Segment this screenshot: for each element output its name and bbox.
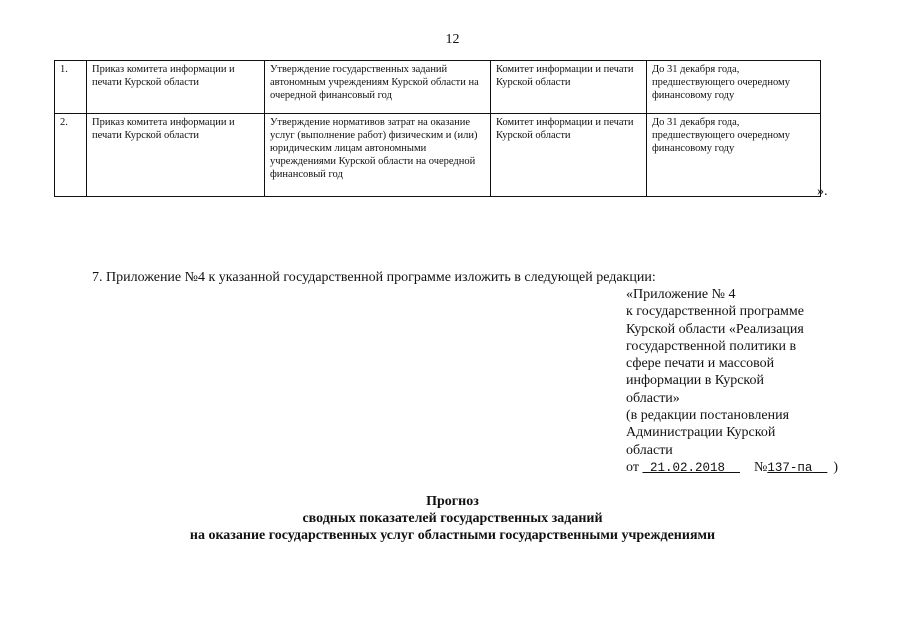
heading-title: Прогноз — [426, 494, 479, 509]
document-type-cell: Приказ комитета информации и печати Курской области — [87, 61, 265, 114]
appendix-line: государственной политики в — [626, 338, 797, 354]
document-name-cell: Утверждение государственных заданий автономным учреждениям Курской области на очередной финансовый год — [265, 61, 491, 114]
document-type-cell: Приказ комитета информации и печати Курской области — [87, 114, 265, 197]
appendix-line: Курской области «Реализация — [626, 321, 804, 337]
row-number: 1. — [55, 61, 87, 114]
table-row — [55, 61, 821, 114]
table-row — [55, 114, 821, 197]
appendix-header-block — [626, 286, 846, 477]
responsible-cell: Комитет информации и печати Курской области — [491, 61, 647, 114]
appendix-line: Администрации Курской — [626, 425, 776, 441]
appendix-line: сфере печати и массовой — [626, 356, 775, 372]
appendix-line: (в редакции постановления — [626, 408, 790, 424]
responsible-cell: Комитет информации и печати Курской области — [491, 114, 647, 197]
appendix-line: к государственной программе — [626, 304, 804, 320]
number-prefix: № — [753, 459, 768, 475]
appendix-line: области» — [626, 390, 680, 406]
heading-subtitle-2: на оказание государственных услуг областными государственными учреждениями — [189, 528, 716, 543]
page-number: 12 — [445, 32, 460, 47]
edition-date: 21.02.2018 — [649, 460, 725, 475]
row-number: 2. — [55, 114, 87, 197]
close-paren: ) — [833, 459, 839, 475]
measures-table — [54, 60, 821, 197]
edition-date-line — [626, 459, 846, 477]
deadline-cell: До 31 декабря года, предшествующего очередному финансовому году — [647, 61, 821, 114]
closing-quote: ». — [817, 184, 828, 199]
document-name-cell: Утверждение нормативов затрат на оказание услуг (выполнение работ) физическим и (или) юридическим лицам автономными учреждениями Курской области на очередной финансовый год — [265, 114, 491, 197]
heading-subtitle: сводных показателей государственных заданий — [302, 511, 603, 526]
appendix-line: области — [626, 442, 673, 458]
edition-number: 137-па — [767, 460, 813, 475]
appendix-line: информации в Курской — [626, 373, 764, 389]
date-prefix: от — [626, 459, 639, 475]
deadline-cell: До 31 декабря года, предшествующего очередному финансовому году — [647, 114, 821, 197]
item-7-paragraph: 7. Приложение №4 к указанной государственной программе изложить в следующей редакции: — [92, 270, 656, 285]
appendix-line: «Приложение № 4 — [626, 287, 736, 302]
